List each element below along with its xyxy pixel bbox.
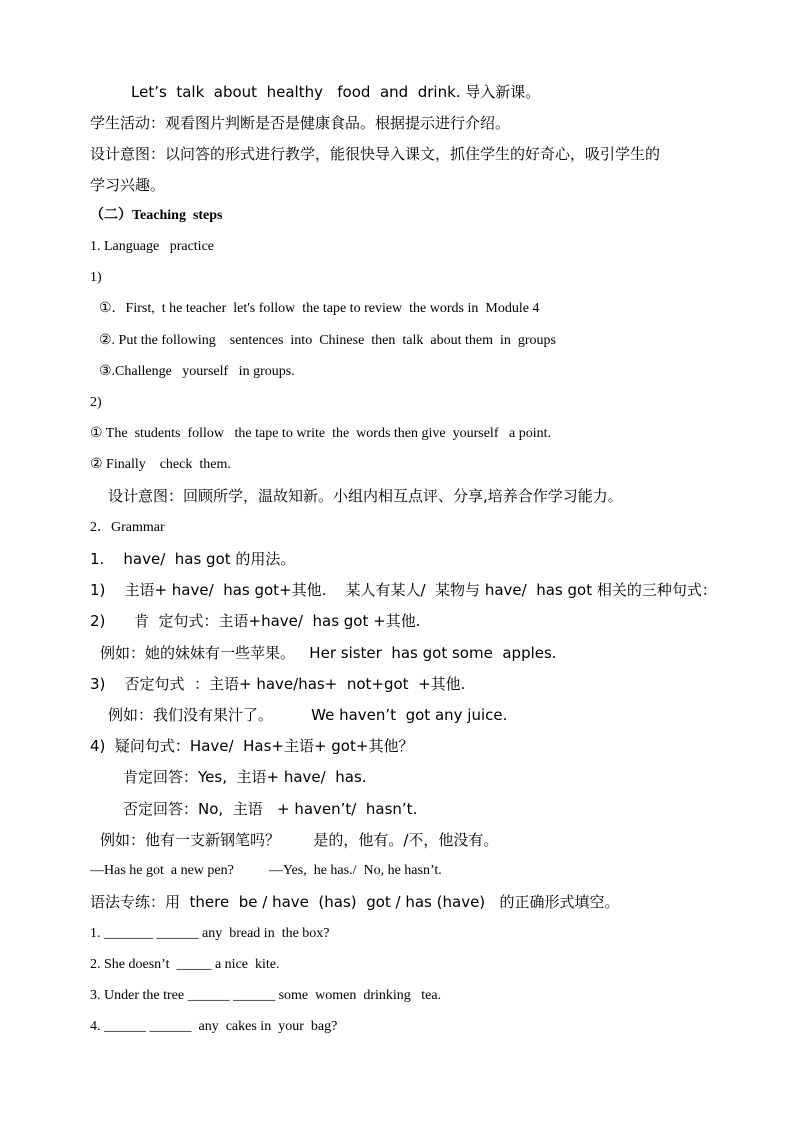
step-translate-sentences: ②. Put the following sentences into Chinese then talk about them in groups	[99, 333, 556, 348]
step-check: ② Finally check them.	[90, 457, 231, 472]
design-intent-2: 设计意图：回顾所学，温故知新。小组内相互点评、分享,培养合作学习能力。	[108, 487, 623, 505]
step-write-words: ① The students follow the tape to write the words then give yourself a point.	[90, 426, 551, 441]
design-intent-1-cont: 学习兴趣。	[90, 176, 166, 194]
grammar-exercise-instruction: 语法专练：用 there be / have (has) got / has (have) 的正确形式填空。	[90, 893, 620, 911]
student-activity: 学生活动：观看图片判断是否是健康食品。根据提示进行介绍。	[90, 114, 511, 132]
grammar-rule-affirmative: 2) 肯 定句式：主语+have/ has got +其他.	[90, 612, 421, 630]
exercise-item-3: 3. Under the tree ______ ______ some women drinking tea.	[90, 988, 442, 1003]
example-question: 例如：他有一支新钢笔吗？ 是的，他有。/不，他没有。	[100, 831, 499, 849]
answer-positive: 肯定回答：Yes, 主语+ have/ has.	[123, 768, 367, 786]
exercise-item-4: 4. ______ ______ any cakes in your bag?	[90, 1019, 338, 1034]
step-review-words: ①．First, t he teacher let's follow the tape to review the words in Module 4	[99, 301, 540, 316]
example-affirmative: 例如：她的妹妹有一些苹果。 Her sister has got some apples.	[100, 644, 557, 662]
answer-negative: 否定回答：No, 主语 + haven’t/ hasn’t.	[123, 800, 418, 818]
design-intent-1: 设计意图：以问答的形式进行教学，能很快导入课文，抓住学生的好奇心，吸引学生的	[90, 145, 661, 163]
exercise-item-2: 2. She doesn’t _____ a nice kite.	[90, 957, 280, 972]
grammar-rule-1: 1) 主语+ have/ has got+其他. 某人有某人/ 某物与 have/ has got 相关的三种句式：	[90, 581, 717, 599]
subheading-language-practice: 1. Language practice	[90, 239, 214, 254]
grammar-usage: 1. have/ has got 的用法。	[90, 550, 296, 568]
section-heading-teaching-steps: （二）Teaching steps	[90, 208, 223, 223]
grammar-rule-question: 4) 疑问句式：Have/ Has+主语+ got+其他？	[90, 737, 414, 755]
step-challenge: ③.Challenge yourself in groups.	[99, 364, 295, 379]
intro-line: Let’s talk about healthy food and drink. 导入新课。	[131, 83, 541, 101]
exercise-item-1: 1. _______ ______ any bread in the box?	[90, 926, 330, 941]
item-2-marker: 2)	[90, 395, 102, 410]
item-1-marker: 1)	[90, 270, 102, 285]
example-negative: 例如：我们没有果汁了。 We haven’t got any juice.	[108, 706, 508, 724]
subheading-grammar: 2．Grammar	[90, 520, 165, 535]
dialogue-example: —Has he got a new pen? —Yes, he has./ No, he hasn’t.	[90, 863, 442, 878]
grammar-rule-negative: 3) 否定句式 ：主语+ have/has+ not+got +其他.	[90, 675, 466, 693]
